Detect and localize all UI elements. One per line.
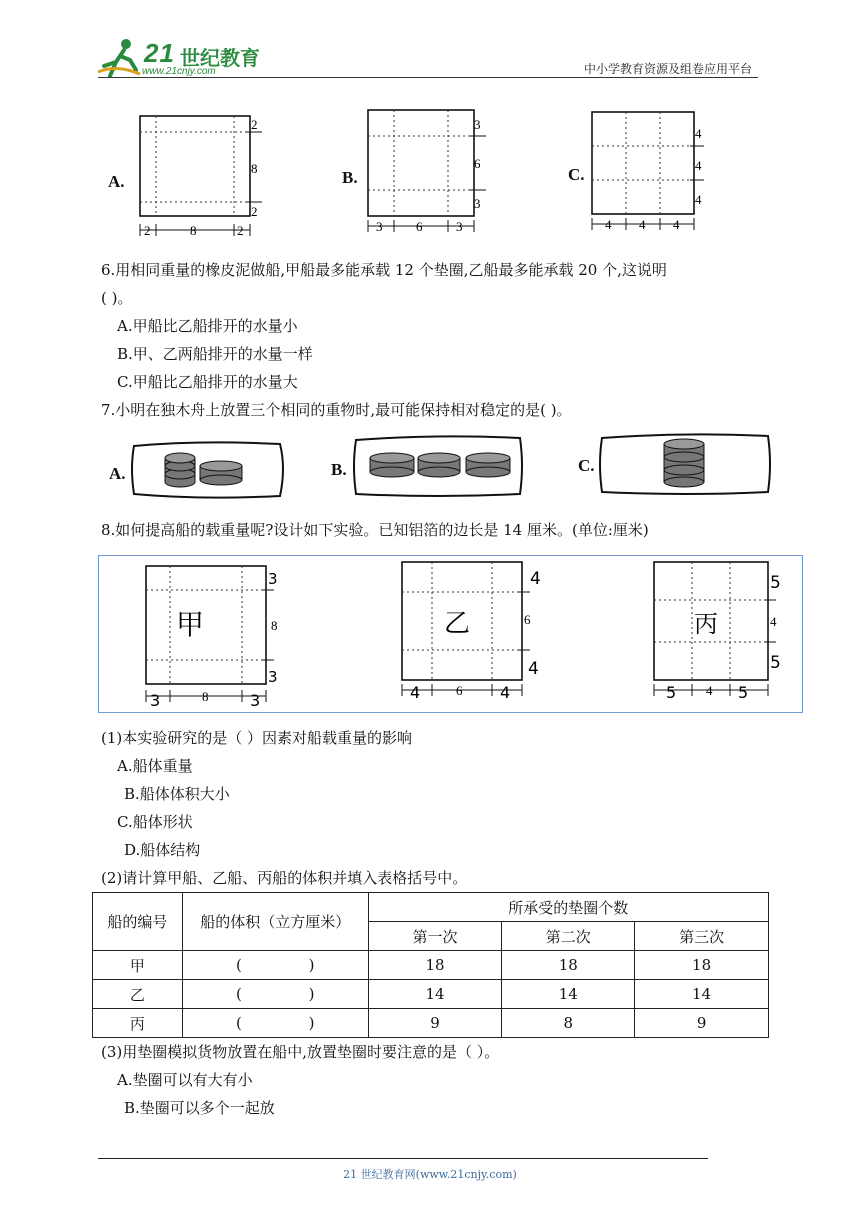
fig-a-bottom-2: 8: [190, 223, 197, 238]
q6-stem-line1: 6.用相同重量的橡皮泥做船,甲船最多能承载 12 个垫圈,乙船最多能承载 20 个,这说明: [101, 261, 667, 279]
weight-stack-a: [165, 453, 195, 487]
q8-sub3-option-a: A.垫圈可以有大有小: [117, 1071, 253, 1089]
cell-id: 甲: [93, 951, 183, 980]
q6-option-b: B.甲、乙两船排开的水量一样: [117, 345, 313, 363]
q8-sub3-option-b: B.垫圈可以多个一起放: [124, 1099, 275, 1117]
jia-name: 甲: [176, 608, 205, 641]
bing-bottom-3: 5: [738, 683, 749, 702]
yi-bottom-1: 4: [410, 683, 421, 702]
logo-url: www.21cnjy.com: [142, 66, 216, 77]
cell-trial: 9: [368, 1009, 502, 1038]
table-row: [93, 1009, 769, 1038]
q6-stem-line2: ( )。: [101, 289, 133, 307]
bing-name: 丙: [694, 610, 718, 638]
fig-c-right-3: 4: [695, 192, 702, 207]
cell-trial: 14: [635, 980, 769, 1009]
weight-row-b: [370, 453, 510, 477]
boat-yi-figure: [396, 556, 556, 706]
th-trial-2: 第二次: [502, 922, 635, 951]
table-row: [93, 951, 769, 980]
cell-trial: 18: [368, 951, 502, 980]
th-trial-3: 第三次: [635, 922, 769, 951]
fig-b-bottom-1: 3: [376, 219, 383, 234]
cell-trial: 14: [502, 980, 635, 1009]
cell-trial: 18: [502, 951, 635, 980]
yi-bottom-3: 4: [500, 683, 511, 702]
bing-right-3: 5: [770, 653, 781, 673]
yi-bottom-2: 6: [456, 683, 463, 698]
cell-trial: 9: [635, 1009, 769, 1038]
q7-stem: 7.小明在独木舟上放置三个相同的重物时,最可能保持相对稳定的是( )。: [101, 401, 572, 419]
cell-trial: 14: [368, 980, 502, 1009]
logo-number: 21: [144, 38, 175, 68]
table-row: [93, 980, 769, 1009]
bing-right-2: 4: [770, 614, 777, 629]
bing-bottom-2: 4: [706, 683, 713, 698]
fig-a-bottom-1: 2: [144, 223, 151, 238]
q7-label-a: A.: [109, 464, 126, 483]
fig-c-label: C.: [568, 165, 585, 184]
fig-c-grid: [588, 108, 718, 238]
footer-text: 21 世纪教育网(www.21cnjy.com): [343, 1168, 517, 1181]
th-trial-1: 第一次: [368, 922, 502, 951]
cell-volume-blank: ( ): [182, 1009, 368, 1038]
jia-right-1: 3: [268, 570, 278, 588]
q8-sub1-option-b: B.船体体积大小: [124, 785, 230, 803]
fig-a-bottom-3: 2: [237, 223, 244, 238]
fig-b-bottom-3: 3: [456, 219, 463, 234]
fig-b-right-1: 3: [474, 117, 481, 132]
canoe-c: [598, 432, 774, 498]
q8-sub1-option-c: C.船体形状: [117, 813, 193, 831]
fig-a-grid: [136, 112, 271, 240]
q8-sub3-stem: (3)用垫圈模拟货物放置在船中,放置垫圈时要注意的是（ ）。: [101, 1043, 500, 1061]
q8-sub1-stem: (1)本实验研究的是（ ）因素对船载重量的影响: [101, 729, 413, 747]
volume-table: [92, 892, 769, 1038]
q8-sub1-option-d: D.船体结构: [124, 841, 201, 859]
logo-text: 世纪教育: [180, 46, 260, 70]
fig-a-right-3: 2: [251, 204, 258, 219]
th-boat-id: 船的编号: [93, 893, 183, 951]
platform-name: 中小学教育资源及组卷应用平台: [584, 62, 753, 76]
fig-b-grid: [364, 106, 494, 236]
jia-bottom-2: 8: [202, 689, 209, 704]
fig-b-right-3: 3: [474, 196, 481, 211]
q6-option-a: A.甲船比乙船排开的水量小: [117, 317, 298, 335]
fig-a-right-2: 8: [251, 161, 258, 176]
bing-right-1: 5: [770, 573, 781, 593]
q8-sub1-option-a: A.船体重量: [117, 757, 193, 775]
cell-volume-blank: ( ): [182, 980, 368, 1009]
fig-c-bottom-1: 4: [605, 217, 612, 232]
weight-single-a: [200, 461, 242, 485]
header-divider: [98, 77, 758, 78]
fig-c-right-2: 4: [695, 158, 702, 173]
yi-right-2: 6: [524, 612, 531, 627]
jia-bottom-1: 3: [150, 691, 161, 710]
fig-c-bottom-2: 4: [639, 217, 646, 232]
fig-b-right-2: 6: [474, 156, 481, 171]
weight-stack-c: [664, 439, 704, 487]
fig-a-label: A.: [108, 172, 125, 191]
yi-right-3: 4: [528, 659, 539, 679]
fig-c-right-1: 4: [695, 126, 702, 141]
bing-bottom-1: 5: [666, 683, 677, 702]
cell-id: 乙: [93, 980, 183, 1009]
yi-name: 乙: [444, 609, 471, 639]
q6-option-c: C.甲船比乙船排开的水量大: [117, 373, 298, 391]
jia-right-3: 3: [268, 668, 278, 686]
th-boat-volume: 船的体积（立方厘米）: [182, 893, 368, 951]
fig-b-label: B.: [342, 168, 358, 187]
fig-a-right-1: 2: [251, 117, 258, 132]
canoe-b: [352, 434, 526, 500]
boat-bing-figure: [648, 556, 798, 706]
fig-b-bottom-2: 6: [416, 219, 423, 234]
footer-divider: [98, 1158, 708, 1159]
th-washer-count: 所承受的垫圈个数: [368, 893, 768, 922]
runner-icon: [96, 36, 144, 80]
site-logo: [96, 36, 266, 80]
cell-trial: 18: [635, 951, 769, 980]
cell-id: 丙: [93, 1009, 183, 1038]
q7-label-b: B.: [331, 460, 347, 479]
cell-trial: 8: [502, 1009, 635, 1038]
canoe-a: [130, 438, 288, 502]
boat-jia-figure: [140, 560, 300, 710]
q8-stem: 8.如何提高船的载重量呢?设计如下实验。已知铝箔的边长是 14 厘米。(单位:厘米): [101, 521, 649, 539]
cell-volume-blank: ( ): [182, 951, 368, 980]
yi-right-1: 4: [530, 569, 541, 589]
jia-bottom-3: 3: [250, 691, 261, 710]
jia-right-2: 8: [271, 618, 278, 633]
q7-label-c: C.: [578, 456, 595, 475]
q8-sub2-stem: (2)请计算甲船、乙船、丙船的体积并填入表格括号中。: [101, 869, 468, 887]
fig-c-bottom-3: 4: [673, 217, 680, 232]
